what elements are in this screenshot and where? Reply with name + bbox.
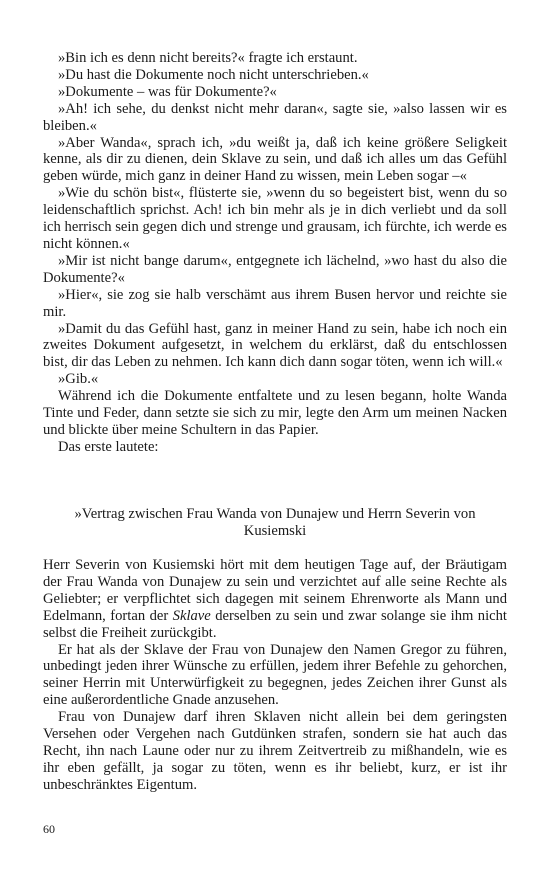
paragraph: »Ah! ich sehe, du denkst nicht mehr daran«, sagte sie, »also lassen wir es bleiben.« <box>43 100 507 134</box>
paragraph: »Damit du das Gefühl hast, ganz in meiner Hand zu sein, habe ich noch ein zweites Dokument aufgesetzt, in welchem du erklärst, daß du entschlossen bist, dir das Leben zu nehmen. Ich kann dich dann sogar töten, wenn ich will.« <box>43 320 507 371</box>
paragraph: Das erste lautete: <box>58 438 159 455</box>
contract-paragraph <box>43 557 507 642</box>
paragraph: »Dokumente – was für Dokumente?« <box>58 83 277 100</box>
paragraph: »Gib.« <box>58 371 99 388</box>
contract-section <box>43 557 507 794</box>
contract-emphasis: Sklave <box>172 607 211 624</box>
contract-text: derselben zu sein und zwar solange sie ihm nicht selbst die Freiheit zurückgibt. <box>43 607 507 641</box>
page-number: 60 <box>43 822 55 836</box>
contract-title: »Vertrag zwischen Frau Wanda von Dunajew und Herrn Severin von Kusiemski <box>74 506 476 539</box>
paragraph: »Mir ist nicht bange darum«, entgegnete ich lächelnd, »wo hast du also die Dokumente?« <box>43 252 507 286</box>
contract-paragraph: Er hat als der Sklave der Frau von Dunajew den Namen Gregor zu führen, unbedingt jeden ihrer Wünsche zu erfüllen, jedem ihrer Befehle zu gehorchen, seiner Herrin mit Unterwürfigkeit zu begegnen, jedes Zeichen ihrer Gunst als eine außerordentliche Gnade anzusehen. <box>43 641 507 709</box>
paragraph: »Aber Wanda«, sprach ich, »du weißt ja, daß ich keine größere Seligkeit kenne, als dir zu dienen, dein Sklave zu sein, und daß ich alles um das Gefühl geben würde, mich ganz in deiner Hand zu wissen, mein Leben sogar –« <box>43 134 507 185</box>
paragraph: »Hier«, sie zog sie halb verschämt aus ihrem Busen hervor und reichte sie mir. <box>43 286 507 320</box>
paragraph: »Bin ich es denn nicht bereits?« fragte ich erstaunt. <box>58 50 358 66</box>
dialogue-section <box>43 50 507 456</box>
paragraph: Während ich die Dokumente entfaltete und zu lesen begann, holte Wanda Tinte und Feder, dann setzte sie sich zu mir, legte den Arm um meinen Nacken und blickte über meine Schultern in das Papier. <box>43 388 507 438</box>
paragraph: »Du hast die Dokumente noch nicht unterschrieben.« <box>58 66 369 83</box>
paragraph: »Wie du schön bist«, flüsterte sie, »wenn du so begeistert bist, wenn du so leidenschaftlich sprichst. Ach! ich bin mehr als je in dich verliebt und da soll ich herrisch sein gegen dich und strenge und grausam, ich fürchte, ich werde es nicht können.« <box>43 185 507 252</box>
contract-paragraph: Frau von Dunajew darf ihren Sklaven nicht allein bei dem geringsten Versehen oder Vergehen nach Gutdünken strafen, sondern sie hat auch das Recht, ihn nach Laune oder nur zu ihrem Zeitvertreib zu mißhandeln, wie es ihr eben gefällt, ja sogar zu töten, wenn es ihr beliebt, kurz, er ist ihr unbeschränktes Eigentum. <box>43 709 507 793</box>
contract-text: Herr Severin von Kusiemski hört mit dem heutigen Tage auf, der Bräutigam der Frau Wanda von Dunajew zu sein und verzichtet auf alle seine Rechte als Geliebter; er verpflichtet sich dagegen mit seinem Ehrenworte als Mann und Edelmann, fortan der <box>43 557 507 624</box>
